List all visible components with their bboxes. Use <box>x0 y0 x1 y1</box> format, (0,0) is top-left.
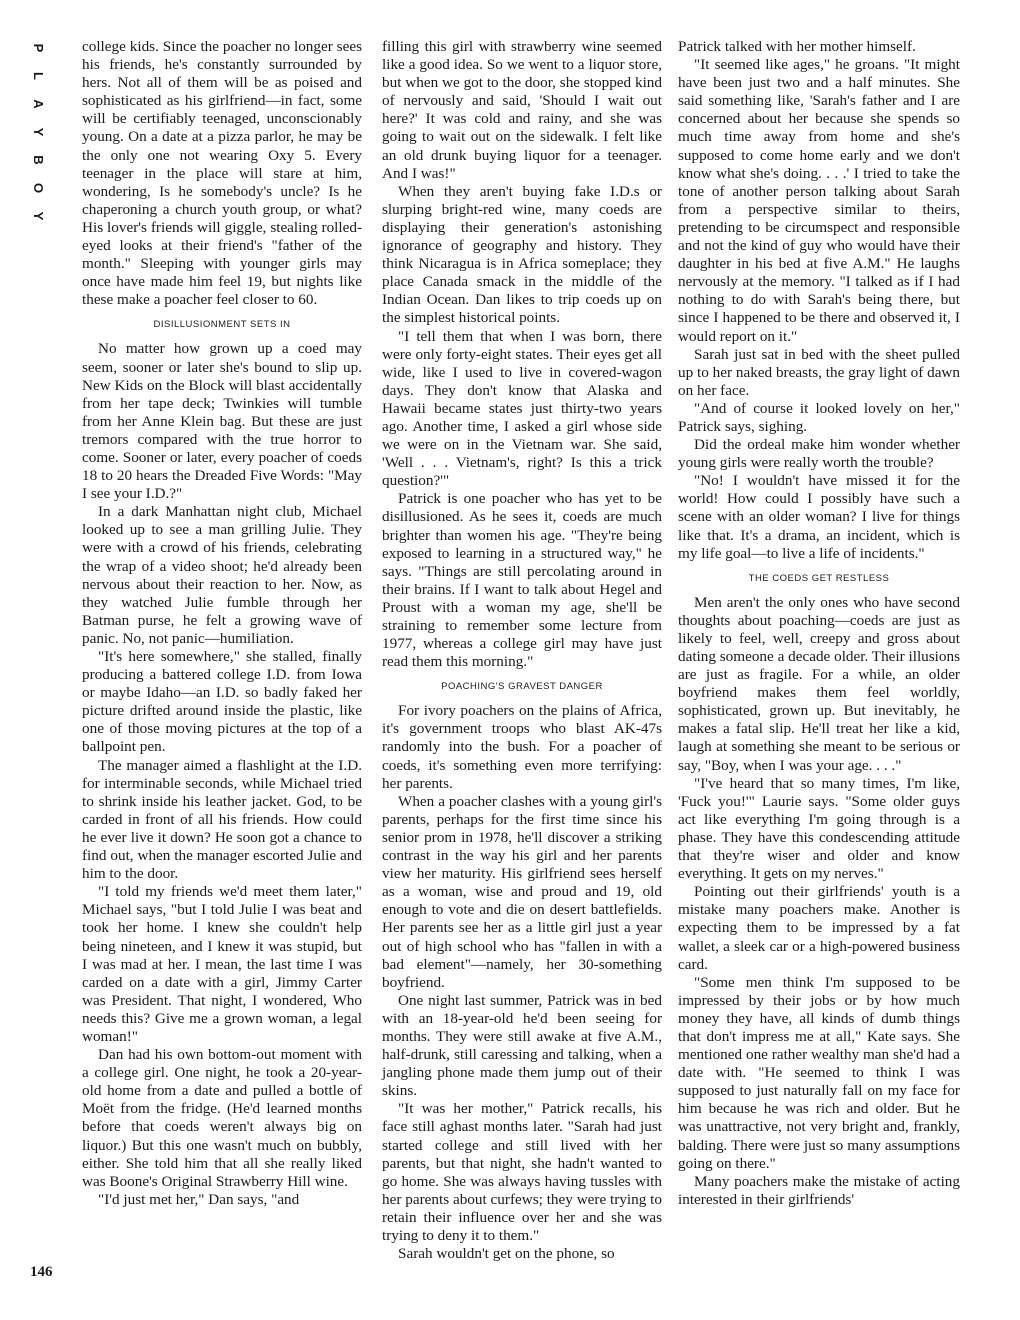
paragraph: "It's here somewhere," she stalled, finally producing a battered college I.D. from Iowa or maybe Idaho—an I.D. so badly faked her picture drifted around inside the plastic, like one of those moving pictures at the top of a ballpoint pen. <box>82 648 362 756</box>
magazine-name-letter: O <box>31 182 46 194</box>
paragraph: For ivory poachers on the plains of Africa, it's government troops who blast AK-47s randomly into the bush. For a poacher of coeds, it's something even more terrifying: her parents. <box>382 702 662 792</box>
paragraph: Sarah wouldn't get on the phone, so <box>398 1245 615 1263</box>
magazine-name-letter: B <box>31 155 46 165</box>
paragraph: The manager aimed a flashlight at the I.D. for interminable seconds, while Michael tried to shrink inside his leather jacket. God, to be carded in front of all his friends. How could he ever live it down? He soon got a chance to find out, when the manager escorted Julie and him to the door. <box>82 756 362 883</box>
paragraph: No matter how grown up a coed may seem, sooner or later she's bound to slip up. New Kids on the Block will blast accidentally from her tape deck; Twinkies will tumble from her Anne Klein bag. But these are just tremors compared with the true horror to come. Sooner or later, every poacher of coeds 18 to 20 hears the Dreaded Five Words: "May I see your I.D.?" <box>82 340 362 503</box>
magazine-name-letter: P <box>31 43 46 53</box>
paragraph: Patrick is one poacher who has yet to be disillusioned. As he sees it, coeds are much brighter than women his age. "They're being exposed to learning in a structured way," he says. "Things are still percolating around in their brains. If I want to talk about Hegel and Proust with a woman my age, she'll be straining to remember some lecture from 1977, whereas a college girl may have just read them this morning." <box>382 490 662 671</box>
paragraph: Dan had his own bottom-out moment with a college girl. One night, he took a 20-year-old home from a date and pulled a bottle of Moët from the fridge. (He'd learned months before that coeds weren't always big on liquor.) But this one wasn't much on bubbly, either. She told him that all she really liked was Boone's Original Strawberry Hill wine. <box>82 1046 362 1190</box>
paragraph: Did the ordeal make him wonder whether young girls were really worth the trouble? <box>678 436 960 472</box>
paragraph: One night last summer, Patrick was in bed with an 18-year-old he'd been seeing for months. They were still awake at five A.M., half-drunk, still caressing and talking, when a jangling phone made them jump out of their skins. <box>382 991 662 1100</box>
paragraph: When a poacher clashes with a young girl's parents, perhaps for the first time since his senior prom in 1978, he'll discover a striking contrast in the way his girl and her parents view her maturity. His girlfriend sees herself as a woman, wise and proud and 19, old enough to vote and die on desert battlefields. Her parents see her as a little girl just a year out of high school who has "fallen in with a bad element"—namely, her 30-something boyfriend. <box>382 792 662 991</box>
paragraph: college kids. Since the poacher no longer sees his friends, he's constantly surrounded by hers. Not all of them will be as poised and sophisticated as his girlfriend—in fact, some will be certifiably teenaged, unconscionably young. On a date at a pizza parlor, he may be the only one not wearing Oxy 5. Every teenager in the place will stare at him, wondering, Is he somebody's uncle? Is he chaperoning a church youth group, or what? His lover's friends will giggle, stealing rolled-eyed looks at their friend's "father of the month." Sleeping with younger girls may once have made him feel 19, but nights like these make a poacher feel closer to 60. <box>82 38 362 309</box>
paragraph: In a dark Manhattan night club, Michael looked up to see a man grilling Julie. They were with a crowd of his friends, celebrating the wrap of a video shoot; he'd already been nervous about their reaction to her. Now, as they watched Julie fumble through her Batman purse, he felt a growing wave of panic. No, not panic—humiliation. <box>82 503 362 647</box>
paragraph: "It seemed like ages," he groans. "It might have been just two and a half minutes. She said something like, 'Sarah's father and I are concerned about her because she spends so much time away from home and she's supposed to come home early and we don't know what she's doing. . . .' I tried to take the tone of another person talking about Sarah from a perspective similar to theirs, pretending to be circumspect and responsible and not the kind of guy who would have their daughter in his bed at five A.M." He laughs nervously at the memory. "I talked as if I had nothing to do with Sarah's being there, but since I happened to be there and observed it, I would report on it." <box>678 56 960 345</box>
page-number: 146 <box>30 1264 53 1280</box>
paragraph: "It was her mother," Patrick recalls, his face still aghast months later. "Sarah had just started college and still lived with her parents, but that night, she hadn't wanted to go home. She was always having tussles with her parents about curfews; they were trying to retain their influence over her and she was trying to deny it to them." <box>382 1100 662 1244</box>
paragraph: Many poachers make the mistake of acting interested in their girlfriends' <box>678 1172 960 1208</box>
paragraph: Patrick talked with her mother himself. <box>678 38 916 55</box>
section-heading: POACHING'S GRAVEST DANGER <box>441 681 603 693</box>
section-heading: DISILLUSIONMENT SETS IN <box>153 319 291 331</box>
magazine-name-letter: A <box>31 99 46 109</box>
paragraph: "I've heard that so many times, I'm like, 'Fuck you!'" Laurie says. "Some older guys act like everything I'm going through is a phase. They have this condescending attitude that they're wiser and older and know everything. It gets on my nerves." <box>678 774 960 883</box>
text-column-1 <box>82 38 362 1209</box>
paragraph: filling this girl with strawberry wine seemed like a good idea. So we went to a liquor store, but when we got to the door, she stopped kind of nervously and said, 'Should I wait out here?' It was cold and rainy, and she was going to wait out on the sidewalk. I felt like an old drunk buying liquor for a teenager. And I was!" <box>382 38 662 182</box>
magazine-name-letter: Y <box>31 127 46 137</box>
paragraph: "I told my friends we'd meet them later," Michael says, "but I told Julie I was beat and took her home. I knew she couldn't help being nineteen, and I knew it was stupid, but I was mad at her. I mean, the last time I was carded on a date with a girl, Jimmy Carter was President. That night, I wondered, Who needs this? Give me a grown woman, a legal woman!" <box>82 883 362 1045</box>
paragraph: When they aren't buying fake I.D.s or slurping bright-red wine, many coeds are displaying their generation's astonishing ignorance of geography and history. They think Nicaragua is in Africa someplace; they place Canada smack in the middle of the Indian Ocean. Dan likes to trip coeds up on the simplest historical points. <box>382 182 662 327</box>
paragraph: Pointing out their girlfriends' youth is a mistake many poachers make. Another is expecting them to be impressed by a fat wallet, a sleek car or a high-powered business card. <box>678 883 960 973</box>
section-heading: THE COEDS GET RESTLESS <box>748 572 890 584</box>
paragraph: "Some men think I'm supposed to be impressed by their jobs or by how much money they have, all kinds of dumb things that don't impress me at all," Kate says. She mentioned one rather wealthy man she'd had a date with. "He seemed to think I was supposed to just naturally fall on my face for him because he was rich and older. But he was unattractive, not very bright and, frankly, balding. There were just so many assumptions going on there." <box>678 973 960 1172</box>
paragraph: "I tell them that when I was born, there were only forty-eight states. Their eyes get all wide, like I used to live in covered-wagon days. They don't know that Alaska and Hawaii became states just thirty-two years ago. Another time, I asked a girl whose side we were on in the Vietnam war. She said, 'Well . . . Vietnam's, right? Is this a trick question?'" <box>382 327 662 490</box>
text-column-2 <box>382 38 662 1263</box>
paragraph: "And of course it looked lovely on her," Patrick says, sighing. <box>678 399 960 435</box>
text-column-3 <box>678 38 960 1209</box>
paragraph: "I'd just met her," Dan says, "and <box>98 1190 300 1208</box>
paragraph: Men aren't the only ones who have second thoughts about poaching—coeds are just as likely to feel, well, creepy and gross about dating someone a decade older. Their illusions are just as fragile. For a while, an older boyfriend makes them feel worldly, sophisticated, grown up. But inevitably, he makes a fatal slip. He'll treat her like a kid, laugh at something she meant to be serious or say, "Boy, when I was your age. . . ." <box>678 593 960 774</box>
paragraph: "No! I wouldn't have missed it for the world! How could I possibly have such a scene with an older woman? I live for things like that. It's a drama, an incident, which is my life goal—to live a life of incidents." <box>678 472 960 562</box>
paragraph: Sarah just sat in bed with the sheet pulled up to her naked breasts, the gray light of dawn on her face. <box>678 345 960 399</box>
magazine-name-letter: Y <box>31 211 46 221</box>
magazine-name-letter: L <box>31 72 46 80</box>
magazine-name-vertical <box>30 40 46 236</box>
